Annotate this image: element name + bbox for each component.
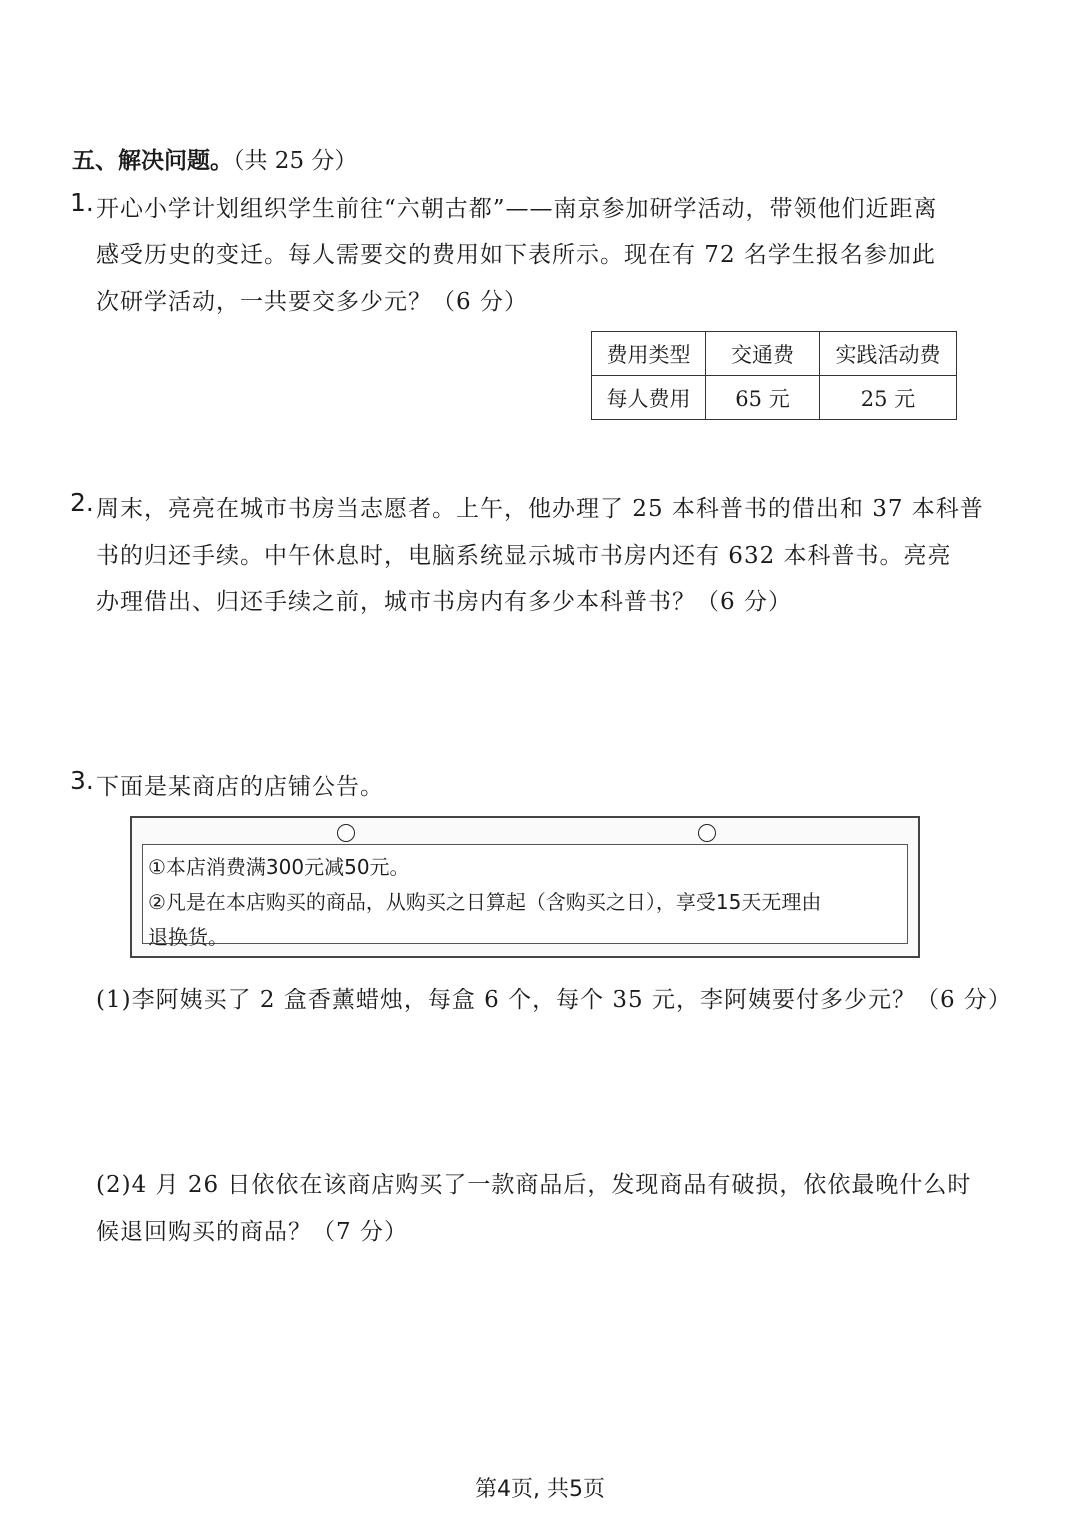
notice-line-1: ①本店消费满300元减50元。 [148,855,410,879]
notice-line-2: ②凡是在本店购买的商品，从购买之日算起（含购买之日），享受15天无理由 [148,890,822,914]
q2-line-3: 办理借出、归还手续之前，城市书房内有多少本科普书？（6 分） [96,589,792,615]
fee-table [591,331,957,420]
q3-sub2-line-2: 候退回购买的商品？（7 分） [96,1219,408,1245]
q3-number: 3. [70,766,94,795]
fee-table-cell: 65 元 [706,376,820,420]
fee-table-row [592,376,957,420]
fee-table-header-cell: 交通费 [706,332,820,376]
notice-line-3: 退换货。 [148,925,228,949]
q3-intro: 下面是某商店的店铺公告。 [96,774,384,800]
fee-table-header-row [592,332,957,376]
q1-line-3: 次研学活动，一共要交多少元？（6 分） [96,289,528,315]
q2-number: 2. [70,488,94,517]
fee-table-header-cell: 费用类型 [592,332,706,376]
fee-table-cell: 每人费用 [592,376,706,420]
hanging-hole-icon [337,824,355,842]
fee-table-header-cell: 实践活动费 [820,332,957,376]
q2-line-1: 周末，亮亮在城市书房当志愿者。上午，他办理了 25 本科普书的借出和 37 本科普 [96,496,984,522]
fee-table-cell: 25 元 [820,376,957,420]
section-title-text: 五、解决问题。 [72,148,233,174]
q3-sub1: (1)李阿姨买了 2 盒香薰蜡烛，每盒 6 个，每个 35 元，李阿姨要付多少元？（6 分） [96,987,1012,1013]
hanging-hole-icon [698,824,716,842]
section-points: （共 25 分） [233,148,358,174]
page-footer: 第4页, 共5页 [475,1477,605,1502]
q1-line-1: 开心小学计划组织学生前往“六朝古都”——南京参加研学活动，带领他们近距离 [96,196,938,222]
q3-sub2-line-1: (2)4 月 26 日依依在该商店购买了一款商品后，发现商品有破损，依依最晚什么时 [96,1172,972,1198]
section-title [72,142,357,175]
q1-line-2: 感受历史的变迁。每人需要交的费用如下表所示。现在有 72 名学生报名参加此 [96,242,936,268]
q1-number: 1. [70,188,94,217]
q2-line-2: 书的归还手续。中午休息时，电脑系统显示城市书房内还有 632 本科普书。亮亮 [96,543,952,569]
